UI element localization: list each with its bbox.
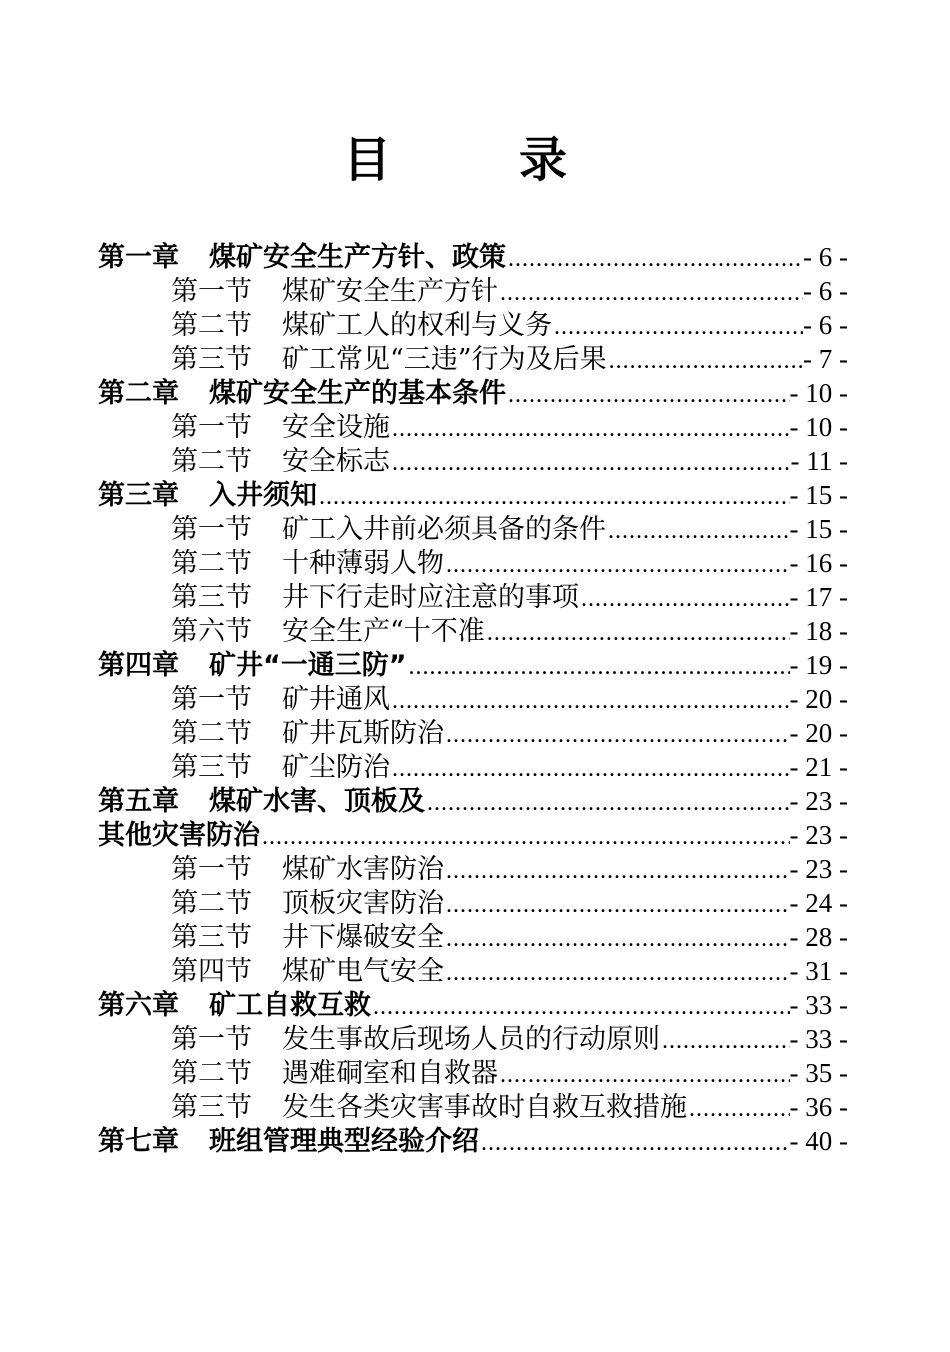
page-title: 目 录 xyxy=(342,132,607,188)
toc-entry-number: 第二节 xyxy=(171,548,252,579)
toc-entry-title: 矿工常见“三违”行为及后果 xyxy=(282,344,607,375)
toc-chapter-entry[interactable] xyxy=(98,818,848,852)
toc-entry-title: 煤矿安全生产方针 xyxy=(282,276,498,307)
toc-entry-title: 安全设施 xyxy=(282,412,390,443)
toc-entry-title: 矿井“一通三防” xyxy=(209,650,407,681)
toc-chapter-entry[interactable] xyxy=(98,240,848,274)
toc-entry-number: 第三章 xyxy=(98,480,179,511)
toc-entry-number: 第一节 xyxy=(171,1024,252,1055)
toc-entry-page-number: - 19 - xyxy=(789,650,848,680)
toc-chapter-entry[interactable] xyxy=(98,376,848,410)
toc-entry-title: 矿井通风 xyxy=(282,684,390,715)
toc-entry-number: 第三节 xyxy=(171,922,252,953)
dot-leader xyxy=(606,514,790,546)
dot-leader xyxy=(444,854,790,886)
dot-leader xyxy=(498,1058,790,1090)
toc-entry-page-number: - 20 - xyxy=(789,684,848,714)
toc-entry-title: 发生各类灾害事故时自救互救措施 xyxy=(282,1092,687,1123)
toc-entry-number: 第六节 xyxy=(171,616,252,647)
dot-leader xyxy=(660,1024,790,1056)
toc-entry-page-number: - 10 - xyxy=(789,412,848,442)
toc-section-entry[interactable] xyxy=(98,750,848,784)
toc-entry-page-number: - 15 - xyxy=(789,514,848,544)
dot-leader xyxy=(371,990,790,1022)
toc-chapter-entry[interactable] xyxy=(98,648,848,682)
toc-entry-number: 第二章 xyxy=(98,378,179,409)
toc-entry-number: 第四章 xyxy=(98,650,179,681)
toc-section-entry[interactable] xyxy=(98,444,848,478)
toc-chapter-entry[interactable] xyxy=(98,988,848,1022)
dot-leader xyxy=(444,956,790,988)
toc-section-entry[interactable] xyxy=(98,682,848,716)
toc-entry-page-number: - 16 - xyxy=(789,548,848,578)
toc-entry-number: 第二节 xyxy=(171,1058,252,1089)
toc-entry-number: 第五章 xyxy=(98,786,179,817)
toc-entry-title: 矿尘防治 xyxy=(282,752,390,783)
toc-section-entry[interactable] xyxy=(98,1022,848,1056)
toc-entry-title: 煤矿水害、顶板及 xyxy=(209,786,425,817)
toc-entry-page-number: - 15 - xyxy=(789,480,848,510)
dot-leader xyxy=(506,378,790,410)
toc-chapter-entry[interactable] xyxy=(98,1124,848,1158)
toc-entry-title: 班组管理典型经验介绍 xyxy=(209,1126,479,1157)
toc-entry-title: 发生事故后现场人员的行动原则 xyxy=(282,1024,660,1055)
dot-leader xyxy=(390,446,791,478)
toc-entry-number: 第六章 xyxy=(98,990,179,1021)
toc-entry-title: 煤矿电气安全 xyxy=(282,956,444,987)
toc-entry-page-number: - 20 - xyxy=(789,718,848,748)
dot-leader xyxy=(425,786,790,818)
toc-entry-number: 第四节 xyxy=(171,956,252,987)
toc-entry-number: 第七章 xyxy=(98,1126,179,1157)
toc-section-entry[interactable] xyxy=(98,580,848,614)
toc-entry-page-number: - 40 - xyxy=(789,1126,848,1156)
toc-section-entry[interactable] xyxy=(98,512,848,546)
table-of-contents xyxy=(98,240,848,1158)
toc-entry-page-number: - 10 - xyxy=(789,378,848,408)
dot-leader xyxy=(498,276,803,308)
toc-entry-page-number: - 31 - xyxy=(789,956,848,986)
toc-entry-page-number: - 11 - xyxy=(790,446,848,476)
toc-entry-page-number: - 28 - xyxy=(789,922,848,952)
toc-section-entry[interactable] xyxy=(98,954,848,988)
toc-entry-page-number: - 36 - xyxy=(789,1092,848,1122)
dot-leader xyxy=(552,310,803,342)
dot-leader xyxy=(485,616,790,648)
toc-entry-title: 入井须知 xyxy=(209,480,317,511)
toc-entry-page-number: - 24 - xyxy=(789,888,848,918)
toc-entry-page-number: - 33 - xyxy=(789,990,848,1020)
toc-entry-title: 矿井瓦斯防治 xyxy=(282,718,444,749)
toc-entry-number: 第二节 xyxy=(171,888,252,919)
dot-leader xyxy=(390,412,790,444)
toc-entry-number: 第一节 xyxy=(171,412,252,443)
dot-leader xyxy=(607,344,803,376)
toc-entry-number: 第三节 xyxy=(171,1092,252,1123)
toc-entry-title: 煤矿安全生产的基本条件 xyxy=(209,378,506,409)
toc-entry-number: 第一节 xyxy=(171,684,252,715)
toc-entry-title: 煤矿安全生产方针、政策 xyxy=(209,242,506,273)
toc-entry-title: 其他灾害防治 xyxy=(98,820,260,851)
toc-entry-title: 井下行走时应注意的事项 xyxy=(282,582,579,613)
toc-section-entry[interactable] xyxy=(98,546,848,580)
dot-leader xyxy=(317,480,790,512)
dot-leader xyxy=(479,1126,790,1158)
toc-entry-page-number: - 23 - xyxy=(789,820,848,850)
toc-section-entry[interactable] xyxy=(98,920,848,954)
toc-chapter-entry[interactable] xyxy=(98,478,848,512)
toc-entry-title: 顶板灾害防治 xyxy=(282,888,444,919)
dot-leader xyxy=(407,650,790,682)
toc-section-entry[interactable] xyxy=(98,614,848,648)
toc-entry-number: 第三节 xyxy=(171,582,252,613)
toc-entry-number: 第一节 xyxy=(171,514,252,545)
toc-entry-page-number: - 23 - xyxy=(789,854,848,884)
toc-section-entry[interactable] xyxy=(98,342,848,376)
toc-entry-title: 安全标志 xyxy=(282,446,390,477)
toc-entry-number: 第二节 xyxy=(171,310,252,341)
toc-entry-number: 第一节 xyxy=(171,276,252,307)
toc-entry-title: 煤矿水害防治 xyxy=(282,854,444,885)
toc-entry-page-number: - 21 - xyxy=(789,752,848,782)
toc-entry-number: 第一节 xyxy=(171,854,252,885)
toc-chapter-entry[interactable] xyxy=(98,784,848,818)
dot-leader xyxy=(390,752,790,784)
toc-entry-page-number: - 6 - xyxy=(803,310,848,340)
toc-entry-page-number: - 7 - xyxy=(803,344,848,374)
toc-entry-title: 安全生产“十不准 xyxy=(282,616,485,647)
toc-entry-page-number: - 23 - xyxy=(789,786,848,816)
toc-entry-number: 第二节 xyxy=(171,446,252,477)
toc-entry-page-number: - 18 - xyxy=(789,616,848,646)
toc-entry-page-number: - 33 - xyxy=(789,1024,848,1054)
toc-section-entry[interactable] xyxy=(98,410,848,444)
toc-section-entry[interactable] xyxy=(98,716,848,750)
toc-entry-page-number: - 35 - xyxy=(789,1058,848,1088)
toc-entry-number: 第三节 xyxy=(171,344,252,375)
toc-section-entry[interactable] xyxy=(98,1056,848,1090)
toc-entry-page-number: - 6 - xyxy=(803,276,848,306)
dot-leader xyxy=(444,922,790,954)
dot-leader xyxy=(444,548,790,580)
toc-section-entry[interactable] xyxy=(98,308,848,342)
dot-leader xyxy=(260,820,790,852)
toc-entry-title: 井下爆破安全 xyxy=(282,922,444,953)
toc-entry-number: 第一章 xyxy=(98,242,179,273)
toc-section-entry[interactable] xyxy=(98,274,848,308)
toc-entry-number: 第二节 xyxy=(171,718,252,749)
dot-leader xyxy=(444,718,790,750)
toc-entry-number: 第三节 xyxy=(171,752,252,783)
toc-entry-title: 矿工入井前必须具备的条件 xyxy=(282,514,606,545)
toc-section-entry[interactable] xyxy=(98,886,848,920)
toc-entry-title: 矿工自救互救 xyxy=(209,990,371,1021)
dot-leader xyxy=(390,684,790,716)
toc-entry-title: 遇难硐室和自救器 xyxy=(282,1058,498,1089)
dot-leader xyxy=(687,1092,790,1124)
toc-entry-page-number: - 6 - xyxy=(803,242,848,272)
dot-leader xyxy=(579,582,790,614)
toc-section-entry[interactable] xyxy=(98,852,848,886)
toc-entry-title: 煤矿工人的权利与义务 xyxy=(282,310,552,341)
dot-leader xyxy=(506,242,803,274)
toc-entry-page-number: - 17 - xyxy=(789,582,848,612)
dot-leader xyxy=(444,888,790,920)
toc-section-entry[interactable] xyxy=(98,1090,848,1124)
toc-entry-title: 十种薄弱人物 xyxy=(282,548,444,579)
